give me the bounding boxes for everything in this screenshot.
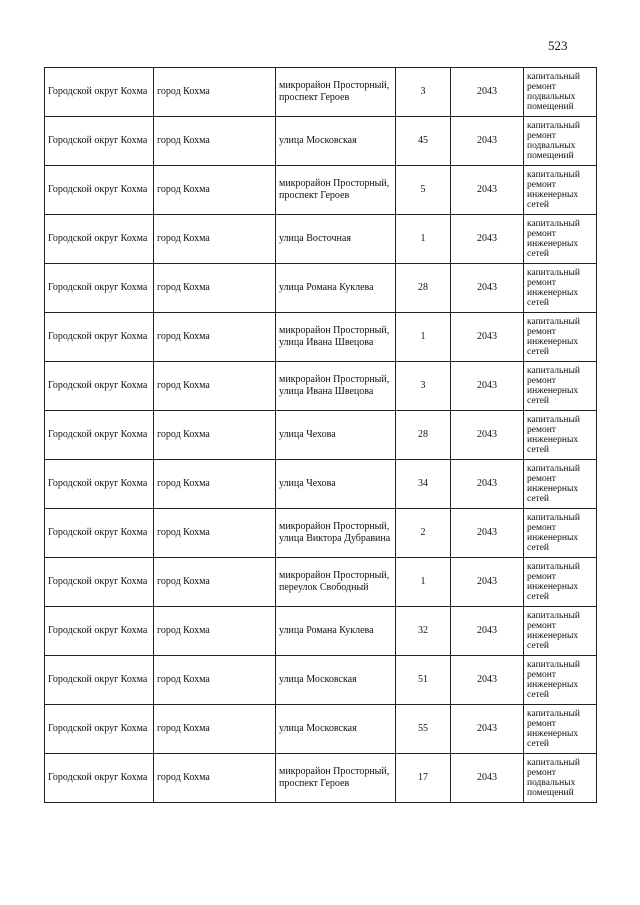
table-row [45,215,597,264]
municipality-cell: Городской округ Кохма [45,607,154,656]
municipality-cell: Городской округ Кохма [45,264,154,313]
table-row [45,117,597,166]
table-row [45,656,597,705]
work-type-cell: капитальный ремонт инженерных сетей [524,460,597,509]
year-cell: 2043 [451,68,524,117]
house-number-cell: 28 [396,411,451,460]
street-cell: улица Чехова [276,411,396,460]
table-row [45,754,597,803]
year-cell: 2043 [451,313,524,362]
work-type-cell: капитальный ремонт инженерных сетей [524,362,597,411]
house-number-cell: 32 [396,607,451,656]
settlement-cell: город Кохма [154,656,276,705]
house-number-cell: 1 [396,215,451,264]
municipality-cell: Городской округ Кохма [45,166,154,215]
street-cell: улица Восточная [276,215,396,264]
street-cell: улица Московская [276,656,396,705]
table-row [45,705,597,754]
house-number-cell: 17 [396,754,451,803]
year-cell: 2043 [451,656,524,705]
year-cell: 2043 [451,558,524,607]
municipality-cell: Городской округ Кохма [45,411,154,460]
street-cell: микрорайон Просторный, переулок Свободный [276,558,396,607]
settlement-cell: город Кохма [154,705,276,754]
settlement-cell: город Кохма [154,607,276,656]
street-cell: микрорайон Просторный, проспект Героев [276,754,396,803]
street-cell: улица Московская [276,117,396,166]
table-row [45,264,597,313]
table-row [45,460,597,509]
year-cell: 2043 [451,754,524,803]
settlement-cell: город Кохма [154,558,276,607]
work-type-cell: капитальный ремонт инженерных сетей [524,607,597,656]
house-number-cell: 5 [396,166,451,215]
street-cell: микрорайон Просторный, улица Виктора Дубравина [276,509,396,558]
year-cell: 2043 [451,509,524,558]
year-cell: 2043 [451,411,524,460]
settlement-cell: город Кохма [154,264,276,313]
house-number-cell: 3 [396,362,451,411]
street-cell: улица Романа Куклева [276,264,396,313]
year-cell: 2043 [451,264,524,313]
municipality-cell: Городской округ Кохма [45,460,154,509]
settlement-cell: город Кохма [154,509,276,558]
work-type-cell: капитальный ремонт подвальных помещений [524,68,597,117]
municipality-cell: Городской округ Кохма [45,656,154,705]
work-type-cell: капитальный ремонт инженерных сетей [524,166,597,215]
work-type-cell: капитальный ремонт инженерных сетей [524,411,597,460]
municipality-cell: Городской округ Кохма [45,705,154,754]
house-number-cell: 34 [396,460,451,509]
year-cell: 2043 [451,607,524,656]
municipality-cell: Городской округ Кохма [45,754,154,803]
work-type-cell: капитальный ремонт подвальных помещений [524,754,597,803]
table-row [45,509,597,558]
work-type-cell: капитальный ремонт инженерных сетей [524,313,597,362]
year-cell: 2043 [451,705,524,754]
repair-schedule-table [44,67,597,803]
house-number-cell: 45 [396,117,451,166]
work-type-cell: капитальный ремонт инженерных сетей [524,705,597,754]
municipality-cell: Городской округ Кохма [45,68,154,117]
table-row [45,68,597,117]
table-body [45,68,597,803]
settlement-cell: город Кохма [154,215,276,264]
municipality-cell: Городской округ Кохма [45,117,154,166]
street-cell: улица Московская [276,705,396,754]
work-type-cell: капитальный ремонт инженерных сетей [524,215,597,264]
work-type-cell: капитальный ремонт инженерных сетей [524,509,597,558]
table-row [45,313,597,362]
year-cell: 2043 [451,166,524,215]
table-row [45,362,597,411]
municipality-cell: Городской округ Кохма [45,313,154,362]
table-row [45,166,597,215]
house-number-cell: 28 [396,264,451,313]
municipality-cell: Городской округ Кохма [45,362,154,411]
house-number-cell: 1 [396,313,451,362]
settlement-cell: город Кохма [154,313,276,362]
municipality-cell: Городской округ Кохма [45,509,154,558]
year-cell: 2043 [451,117,524,166]
work-type-cell: капитальный ремонт инженерных сетей [524,656,597,705]
municipality-cell: Городской округ Кохма [45,558,154,607]
settlement-cell: город Кохма [154,362,276,411]
work-type-cell: капитальный ремонт инженерных сетей [524,558,597,607]
house-number-cell: 1 [396,558,451,607]
table-row [45,558,597,607]
settlement-cell: город Кохма [154,754,276,803]
settlement-cell: город Кохма [154,460,276,509]
year-cell: 2043 [451,460,524,509]
street-cell: микрорайон Просторный, проспект Героев [276,166,396,215]
page-number: 523 [548,38,568,53]
house-number-cell: 55 [396,705,451,754]
settlement-cell: город Кохма [154,68,276,117]
street-cell: улица Романа Куклева [276,607,396,656]
municipality-cell: Городской округ Кохма [45,215,154,264]
work-type-cell: капитальный ремонт инженерных сетей [524,264,597,313]
year-cell: 2043 [451,362,524,411]
settlement-cell: город Кохма [154,411,276,460]
house-number-cell: 2 [396,509,451,558]
street-cell: микрорайон Просторный, улица Ивана Швецова [276,362,396,411]
year-cell: 2043 [451,215,524,264]
street-cell: микрорайон Просторный, проспект Героев [276,68,396,117]
table-row [45,607,597,656]
street-cell: улица Чехова [276,460,396,509]
settlement-cell: город Кохма [154,166,276,215]
house-number-cell: 51 [396,656,451,705]
work-type-cell: капитальный ремонт подвальных помещений [524,117,597,166]
table-row [45,411,597,460]
house-number-cell: 3 [396,68,451,117]
settlement-cell: город Кохма [154,117,276,166]
street-cell: микрорайон Просторный, улица Ивана Швецова [276,313,396,362]
